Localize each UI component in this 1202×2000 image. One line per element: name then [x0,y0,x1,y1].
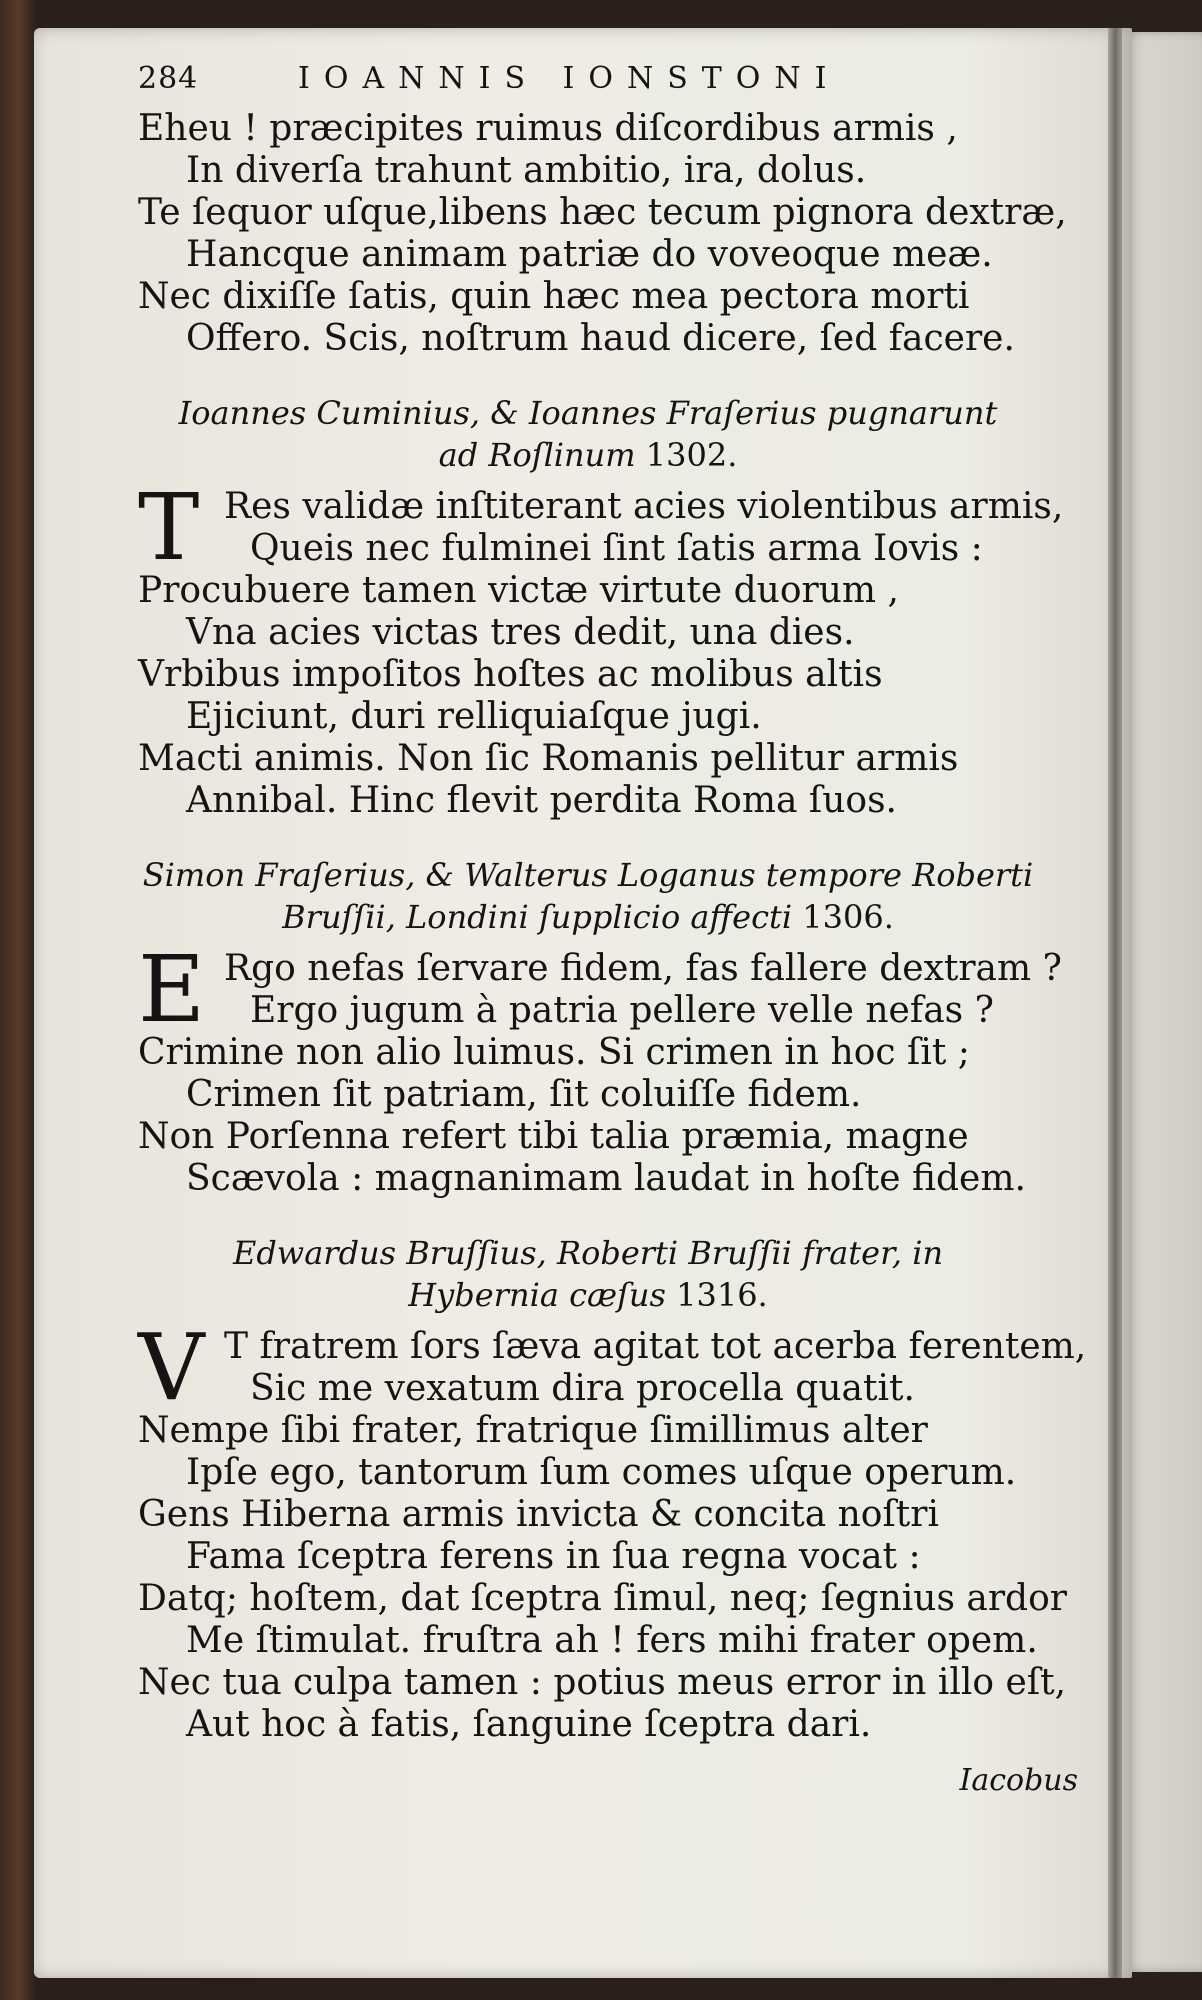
verse-line: Offero. Scis, noſtrum haud dicere, ſed facere. [186,318,1015,359]
verse-line: Crimen ſit patriam, ſit coluiſſe fidem. [186,1074,862,1115]
verse-line: Rgo nefas ſervare fidem, fas fallere dextram ? [224,948,1062,989]
verse-line: Eheu ! præcipites ruimus diſcordibus armis , [138,108,958,149]
poem-title-line: Hybernia cæſus 1316. [408,1276,768,1314]
catchword: Iacobus [959,1763,1078,1798]
opening-verses [138,108,1078,360]
poem-title [138,1232,1078,1316]
poem-title-line: Bruſſii, Londini ſupplicio affecti 1306. [282,898,894,936]
drop-cap-block [138,474,1078,581]
verse-line: Hancque animam patriæ do voveoque meæ. [186,234,993,275]
poem-title-line: ad Roſlinum 1302. [438,436,738,474]
verse-line: Me ſtimulat. fruſtra ah ! fers mihi frater opem. [186,1620,1038,1661]
poem-year: 1306. [802,898,894,936]
drop-cap: V [138,1314,205,1421]
verse-line: Datq; hoſtem, dat ſceptra ſimul, neq; ſegnius ardor [138,1578,1067,1619]
verse-line: Procubuere tamen victæ virtute duorum , [138,570,899,611]
verse-line: Res validæ inſtiterant acies violentibus armis, [224,486,1064,527]
verse-line: Fama ſceptra ferens in ſua regna vocat : [186,1536,921,1577]
verse-line: Annibal. Hinc flevit perdita Roma ſuos. [186,780,897,821]
verse-line: Nempe ſibi frater, fratrique ſimillimus alter [138,1410,928,1451]
poem-year: 1302. [645,436,738,474]
drop-cap: T [138,474,200,581]
page-text [138,58,1087,1802]
verse-line: Crimine non alio luimus. Si crimen in hoc ſit ; [138,1032,970,1073]
page-header [138,58,1078,108]
verse-line: Scævola : magnanimam laudat in hoſte fidem. [186,1158,1026,1199]
verse-line: Non Porſenna refert tibi talia præmia, magne [138,1116,969,1157]
verse-line: Aut hoc à fatis, ſanguine ſceptra dari. [186,1704,872,1745]
verse-line: Macti animis. Non ſic Romanis pellitur armis [138,738,959,779]
running-title: IOANNIS IONSTONI [298,61,841,96]
verse-line: Sic me vexatum dira procella quatit. [250,1368,915,1409]
facing-page-edge [1120,32,1202,1972]
poem-3 [138,1232,1087,1746]
poem-body [138,936,1078,1200]
poem-title [138,392,1078,476]
page-number: 284 [138,61,199,96]
poem-body [138,474,1078,822]
poem-1 [138,392,1078,822]
poem-title-line: Simon Fraſerius, & Walterus Loganus tempore Roberti [142,856,1034,894]
poem-2 [138,854,1078,1200]
book-gutter [1108,28,1122,1978]
verse-line: Te ſequor uſque,libens hæc tecum pignora dextræ, [138,192,1067,233]
verse-line: Gens Hiberna armis invicta & concita noſtri [138,1494,939,1535]
verse-line: T fratrem ſors ſæva agitat tot acerba ferentem, [224,1326,1087,1367]
poem-body [138,1314,1087,1746]
verse-line: Queis nec fulminei ſint ſatis arma Iovis : [250,528,983,569]
drop-cap-block [138,936,1078,1043]
verse-line: Ergo jugum à patria pellere velle nefas ? [250,990,994,1031]
poem-title-line: Edwardus Bruſſius, Roberti Bruſſii frater, in [232,1234,944,1272]
verse-line: Nec tua culpa tamen : potius meus error in illo eſt, [138,1662,1067,1703]
verse-line: Vrbibus impoſitos hoſtes ac molibus altis [138,654,883,695]
verse-line: Nec dixiſſe ſatis, quin hæc mea pectora morti [138,276,970,317]
drop-cap-block [138,1314,1087,1421]
verse-line: Vna acies victas tres dedit, una dies. [186,612,855,653]
verse-line: In diverſa trahunt ambitio, ira, dolus. [186,150,867,191]
drop-cap: E [138,936,206,1043]
poem-title-line: Ioannes Cuminius, & Ioannes Fraſerius pugnarunt [178,394,998,432]
verse-line: Ipſe ego, tantorum ſum comes uſque operum. [186,1452,1017,1493]
verse-line: Ejiciunt, duri relliquiaſque jugi. [186,696,762,737]
poem-year: 1316. [676,1276,768,1314]
poem-title [138,854,1078,938]
